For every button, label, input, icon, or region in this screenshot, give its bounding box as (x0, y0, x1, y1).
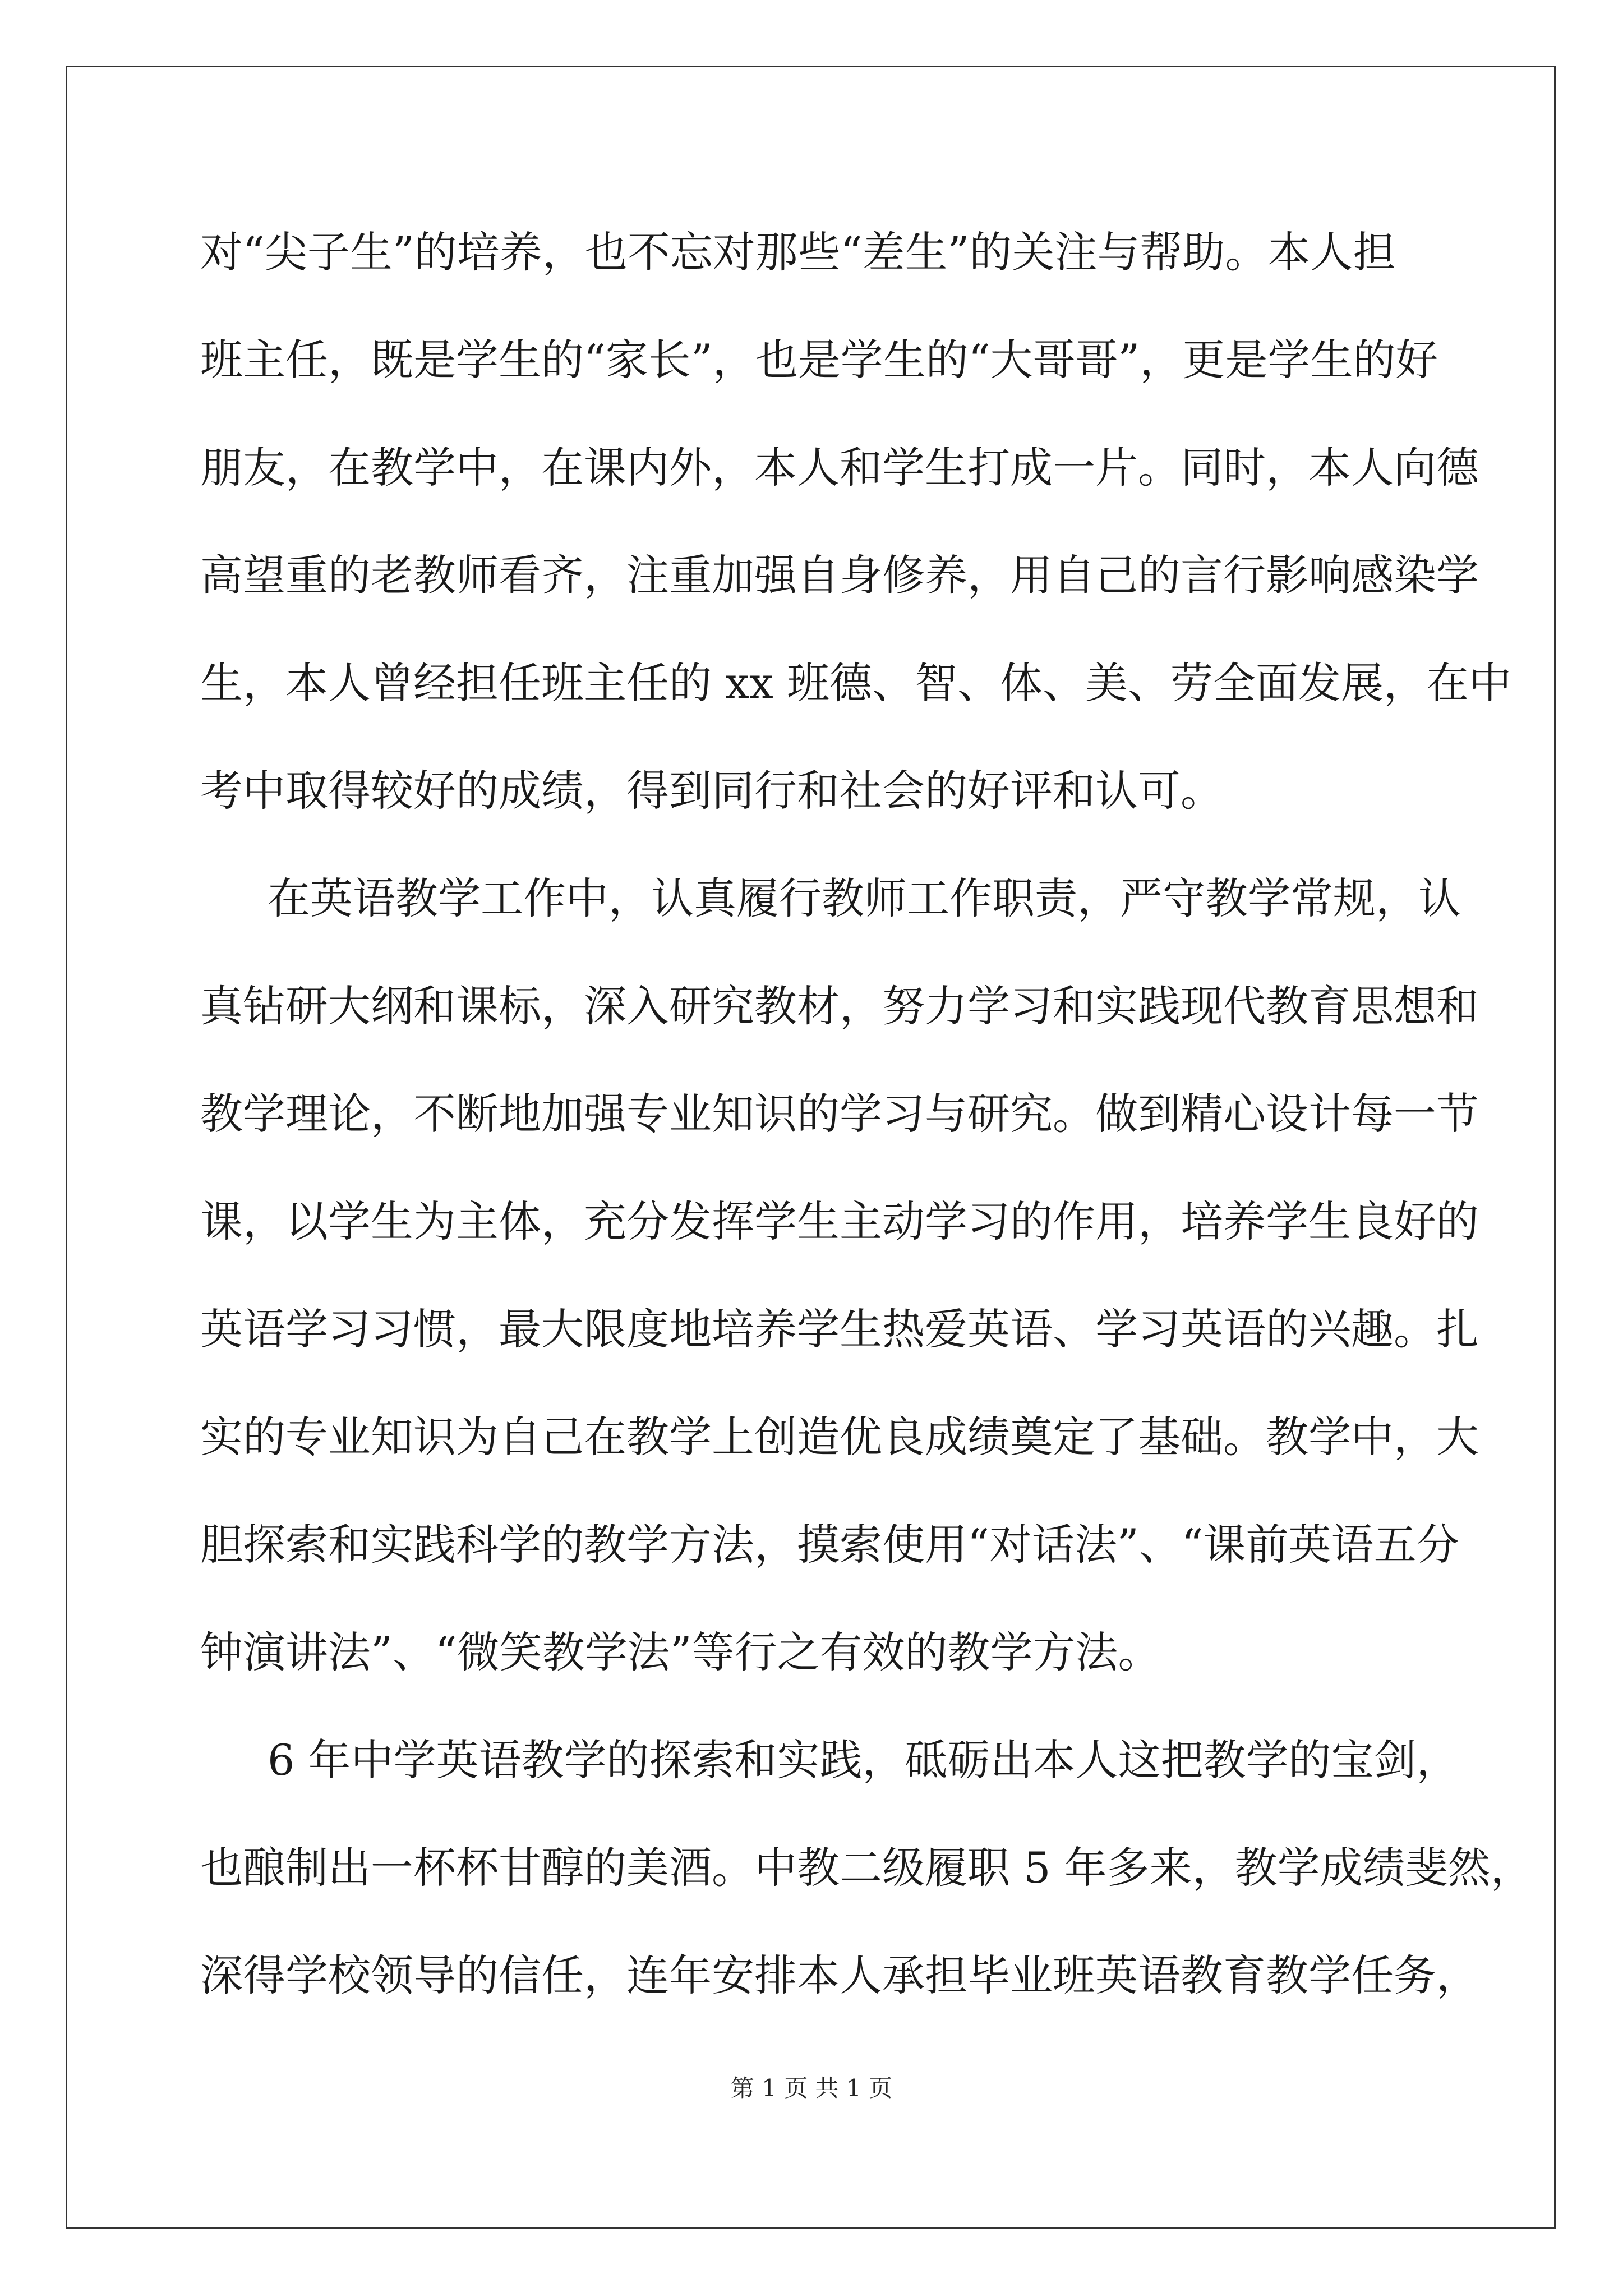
text-line: 真钻研大纲和课标，深入研究教材，努力学习和实践现代教育思想和 (200, 981, 1479, 1031)
text-line: 教学理论，不断地加强专业知识的学习与研究。做到精心设计每一节 (200, 1089, 1479, 1139)
text-line: 深得学校领导的信任，连年安排本人承担毕业班英语教育教学任务， (200, 1950, 1479, 2000)
text-line: 实的专业知识为自己在教学上创造优良成绩奠定了基础。教学中，大 (200, 1412, 1479, 1462)
paragraph-start-line: 6 年中学英语教学的探索和实践，砥砺出本人这把教学的宝剑， (268, 1735, 1459, 1785)
text-line: 钟演讲法”、“微笑教学法”等行之有效的教学方法。 (200, 1627, 1161, 1677)
text-line: 胆探索和实践科学的教学方法，摸索使用“对话法”、“课前英语五分 (200, 1520, 1459, 1570)
page-footer: 第 1 页 共 1 页 (730, 2074, 893, 2102)
text-line: 生，本人曾经担任班主任的 xx 班德、智、体、美、劳全面发展，在中 (200, 658, 1512, 708)
text-line: 对“尖子生”的培养，也不忘对那些“差生”的关注与帮助。本人担 (200, 227, 1396, 277)
text-line: 高望重的老教师看齐，注重加强自身修养，用自己的言行影响感染学 (200, 550, 1479, 600)
text-line: 课，以学生为主体，充分发挥学生主动学习的作用，培养学生良好的 (200, 1197, 1479, 1246)
text-line: 朋友，在教学中，在课内外，本人和学生打成一片。同时，本人向德 (200, 443, 1479, 493)
text-line: 英语学习习惯，最大限度地培养学生热爱英语、学习英语的兴趣。扎 (200, 1304, 1479, 1354)
paragraph-start-line: 在英语教学工作中，认真履行教师工作职责，严守教学常规，认 (268, 873, 1461, 923)
text-line: 也酿制出一杯杯甘醇的美酒。中教二级履职 5 年多来，教学成绩斐然， (200, 1843, 1533, 1893)
text-line: 考中取得较好的成绩，得到同行和社会的好评和认可。 (200, 766, 1223, 816)
text-line: 班主任，既是学生的“家长”，也是学生的“大哥哥”，更是学生的好 (200, 335, 1438, 385)
